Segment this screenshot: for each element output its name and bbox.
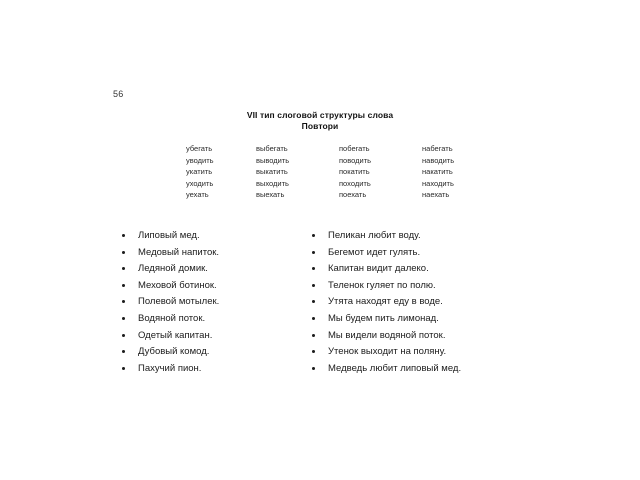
- table-cell: наехать: [422, 190, 450, 199]
- table-cell: выводить: [256, 155, 290, 165]
- bullet-icon: [312, 284, 315, 287]
- table-cell: уводить: [186, 155, 214, 165]
- bullet-icon: [312, 267, 315, 270]
- list-item: [120, 261, 310, 278]
- table-row: [186, 155, 486, 167]
- list-item-text: Одетый капитан.: [138, 329, 213, 341]
- table-cell: укатить: [186, 167, 213, 176]
- bullet-icon: [122, 334, 125, 337]
- bullet-icon: [312, 334, 315, 337]
- table-cell: поехать: [339, 190, 367, 199]
- table-cell: уехать: [186, 190, 209, 199]
- table-cell: выбегать: [256, 144, 288, 153]
- bullet-icon: [122, 251, 125, 254]
- list-item-text: Пеликан любит воду.: [328, 230, 421, 241]
- table-cell: выходить: [256, 178, 289, 188]
- page-number: 56: [113, 89, 124, 99]
- list-item: [310, 245, 570, 262]
- bullet-icon: [312, 350, 315, 353]
- list-item: [120, 311, 310, 328]
- bullet-icon: [312, 234, 315, 237]
- table-cell: походить: [339, 178, 371, 188]
- list-item: [120, 228, 310, 245]
- list-item-text: Ледяной домик.: [138, 263, 208, 275]
- table-row: [186, 178, 486, 190]
- bullet-icon: [312, 251, 315, 254]
- phrase-list-left: [120, 228, 310, 377]
- list-item-text: Дубовый комод.: [138, 346, 210, 358]
- heading-line-1: VII тип слоговой структуры слова: [246, 110, 394, 120]
- table-row: [186, 189, 486, 201]
- list-item-text: Капитан видит далеко.: [328, 263, 429, 275]
- list-item: [310, 294, 570, 311]
- list-item: [120, 294, 310, 311]
- list-item-text: Пахучий пион.: [138, 362, 202, 374]
- exercise-heading: [0, 110, 640, 132]
- bullet-icon: [312, 367, 315, 370]
- table-row: [186, 143, 486, 155]
- list-item-text: Медовый напиток.: [138, 246, 220, 258]
- list-item: [120, 344, 310, 361]
- bullet-icon: [122, 284, 125, 287]
- list-item-text: Меховой ботинок.: [138, 279, 217, 291]
- bullet-icon: [122, 317, 125, 320]
- phrases-column-left: [120, 228, 310, 377]
- list-item: [120, 328, 310, 345]
- bullet-icon: [122, 300, 125, 303]
- table-cell: выкатить: [256, 167, 288, 176]
- table-cell: наводить: [422, 155, 455, 165]
- list-item-text: Мы видели водяной поток.: [328, 329, 446, 341]
- list-item: [120, 361, 310, 378]
- list-item: [120, 245, 310, 262]
- table-cell: поводить: [339, 155, 372, 165]
- bullet-icon: [312, 300, 315, 303]
- list-item-text: Водяной поток.: [138, 312, 206, 324]
- table-cell: накатить: [422, 167, 453, 176]
- list-item: [310, 228, 570, 245]
- list-item-text: Бегемот идет гулять.: [328, 246, 421, 258]
- phrase-columns: [0, 228, 640, 398]
- list-item: [310, 361, 570, 378]
- bullet-icon: [122, 367, 125, 370]
- list-item-text: Полевой мотылек.: [138, 296, 220, 308]
- table-cell: убегать: [186, 144, 213, 153]
- list-item: [310, 261, 570, 278]
- table-row: [186, 166, 486, 178]
- list-item: [310, 328, 570, 345]
- list-item-text: Мы будем пить лимонад.: [328, 312, 439, 324]
- table-cell: уходить: [186, 178, 214, 188]
- word-forms-table: [186, 143, 486, 201]
- list-item: [310, 344, 570, 361]
- list-item-text: Медведь любит липовый мед.: [328, 362, 462, 374]
- bullet-icon: [122, 234, 125, 237]
- bullet-icon: [312, 317, 315, 320]
- list-item: [120, 278, 310, 295]
- table-cell: побегать: [339, 144, 370, 153]
- list-item-text: Утята находят еду в воде.: [328, 296, 443, 308]
- table-cell: набегать: [422, 144, 453, 153]
- list-item: [310, 311, 570, 328]
- heading-line-2: Повтори: [301, 121, 339, 131]
- list-item-text: Утенок выходит на поляну.: [328, 346, 447, 358]
- list-item-text: Липовый мед.: [138, 230, 200, 241]
- bullet-icon: [122, 350, 125, 353]
- list-item: [310, 278, 570, 295]
- bullet-icon: [122, 267, 125, 270]
- table-cell: выехать: [256, 190, 285, 199]
- phrases-column-right: [310, 228, 570, 377]
- list-item-text: Теленок гуляет по полю.: [328, 279, 436, 291]
- table-cell: находить: [422, 178, 454, 188]
- table-cell: покатить: [339, 167, 370, 176]
- phrase-list-right: [310, 228, 570, 377]
